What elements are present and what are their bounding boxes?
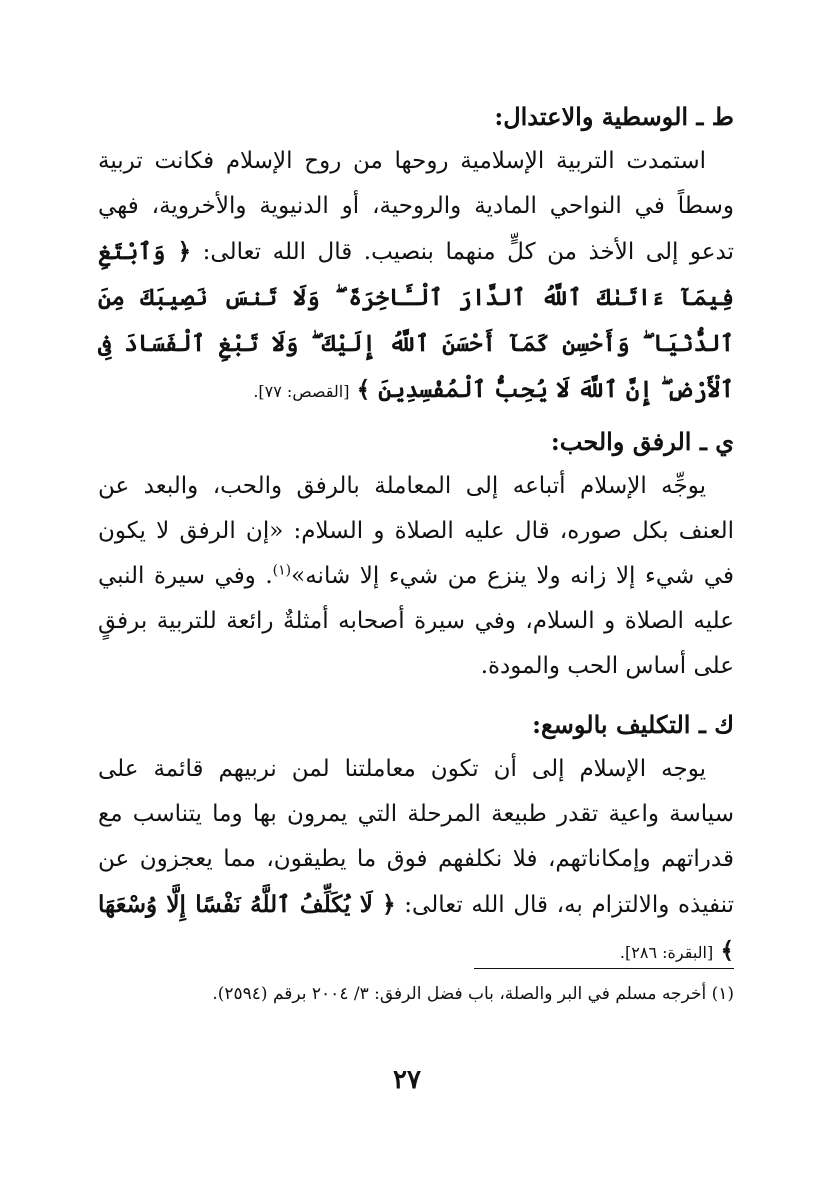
section-heading-taklif: ك ـ التكليف بالوسع:	[532, 710, 734, 739]
paragraph-text: . وفي سيرة النبي عليه الصلاة و السلام، وفي سيرة أصحابه أمثلةٌ رائعة للتربية برفقٍ على أساس الحب والمودة.	[98, 563, 734, 679]
main-text	[98, 95, 734, 975]
section-heading-rifq: ي ـ الرفق والحب:	[550, 427, 734, 456]
verse-reference: [البقرة: ٢٨٦].	[619, 943, 714, 962]
paragraph-wasatiyya	[98, 139, 734, 414]
quran-verse: ﴿ وَٱبْتَغِ فِيمَآ ءَاتَىٰكَ ٱللَّهُ ٱلدَّارَ ٱلْـَٔاخِرَةَ ۖ وَلَا تَنسَ نَصِيبَكَ مِنَ ٱلدُّنْيَا ۖ وَأَحْسِن كَمَآ أَحْسَنَ ٱللَّهُ إِلَيْكَ ۖ وَلَا تَبْغِ ٱلْفَسَادَ فِى ٱلْأَرْضِ ۖ إِنَّ ٱللَّهَ لَا يُحِبُّ ٱلْمُفْسِدِينَ ﴾	[98, 238, 734, 403]
section-heading-wasatiyya: ط ـ الوسطية والاعتدال:	[494, 102, 734, 131]
footnote-divider	[474, 968, 734, 969]
paragraph-text: يوجِّه الإسلام أتباعه إلى المعاملة بالرفق والحب، والبعد عن العنف بكل صوره، قال عليه الصلاة و السلام: «إن الرفق لا يكون في شيء إلا زانه ولا ينزع من شيء إلا شانه»	[98, 473, 734, 589]
page-number: ٢٧	[393, 1065, 421, 1095]
paragraph-rifq	[98, 464, 734, 689]
quran-verse: ﴿ لَا يُكَلِّفُ ٱللَّهُ نَفْسًا إِلَّا وُسْعَهَا ﴾	[98, 891, 734, 964]
paragraph-text: استمدت التربية الإسلامية روحها من روح الإسلام فكانت تربية وسطاً في النواحي المادية والروحية، أو الدنيوية والأخروية، فهي تدعو إلى الأخذ من كلٍّ منهما بنصيب. قال الله تعالى:	[98, 148, 734, 265]
paragraph-taklif	[98, 747, 734, 975]
verse-reference: [القصص: ٧٧].	[253, 382, 350, 401]
footnote-marker: (١)	[272, 562, 292, 579]
footnote: (١) أخرجه مسلم في البر والصلة، باب فضل الرفق: ٣/ ٢٠٠٤ برقم (٢٥٩٤).	[212, 984, 734, 1004]
paragraph-text: يوجه الإسلام إلى أن تكون معاملتنا لمن نربيهم قائمة على سياسة واعية تقدر طبيعة المرحلة التي يمرون بها وما يتناسب مع قدراتهم وإمكاناتهم، فلا نكلفهم فوق ما يطيقون، مما يعجزون عن تنفيذه والالتزام به، قال الله تعالى:	[98, 756, 734, 918]
